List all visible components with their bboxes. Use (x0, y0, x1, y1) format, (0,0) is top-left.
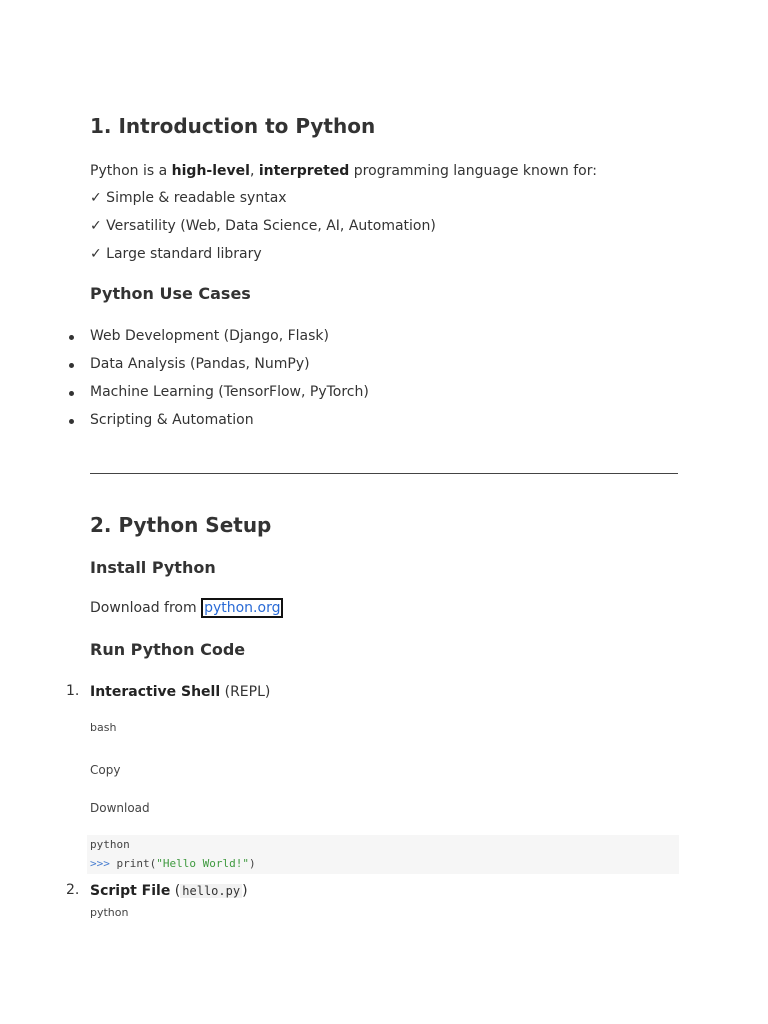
step-title: Interactive Shell (90, 684, 221, 700)
code-language-label: python (90, 906, 129, 919)
download-prefix: Download from (90, 600, 202, 616)
check-item: ✓ Versatility (Web, Data Science, AI, Automation) (90, 218, 436, 234)
copy-button[interactable]: Copy (90, 763, 121, 777)
step-number: 1. (66, 683, 80, 699)
list-item: Web Development (Django, Flask) (90, 326, 369, 354)
section-heading-introduction: 1. Introduction to Python (90, 114, 376, 138)
check-item: ✓ Simple & readable syntax (90, 190, 287, 206)
step-detail-open: ( (170, 883, 181, 899)
intro-separator: , (249, 163, 259, 179)
python-org-link[interactable]: python.org (201, 598, 283, 618)
code-prompt: >>> (90, 857, 117, 870)
code-line (87, 854, 679, 873)
code-print: print( (116, 857, 157, 870)
intro-suffix: programming language known for: (349, 163, 597, 179)
intro-paragraph (90, 161, 597, 181)
code-language-label: bash (90, 721, 117, 734)
section-heading-setup: 2. Python Setup (90, 513, 272, 537)
list-item: Scripting & Automation (90, 410, 369, 438)
subheading-run-python-code: Run Python Code (90, 640, 246, 659)
step-title: Script File (90, 883, 171, 899)
intro-bold-high-level: high-level (171, 163, 250, 179)
list-item: Machine Learning (TensorFlow, PyTorch) (90, 382, 369, 410)
subheading-use-cases: Python Use Cases (90, 284, 251, 303)
inline-code-filename: hello.py (182, 884, 241, 898)
use-cases-list (90, 326, 369, 438)
download-paragraph (90, 598, 283, 618)
intro-prefix: Python is a (90, 163, 172, 179)
code-close: ) (248, 857, 256, 870)
intro-bold-interpreted: interpreted (258, 163, 350, 179)
code-string: "Hello World!" (156, 857, 249, 870)
code-line: python (90, 838, 130, 851)
code-block (87, 835, 679, 874)
subheading-install-python: Install Python (90, 558, 216, 577)
download-button[interactable]: Download (90, 801, 150, 815)
step-script-file (90, 881, 248, 901)
list-item: Data Analysis (Pandas, NumPy) (90, 354, 369, 382)
step-detail-close: ) (242, 883, 248, 899)
step-detail: (REPL) (220, 684, 271, 700)
step-number: 2. (66, 882, 80, 898)
step-interactive-shell (90, 682, 270, 702)
section-divider (90, 473, 678, 474)
check-item: ✓ Large standard library (90, 246, 262, 262)
